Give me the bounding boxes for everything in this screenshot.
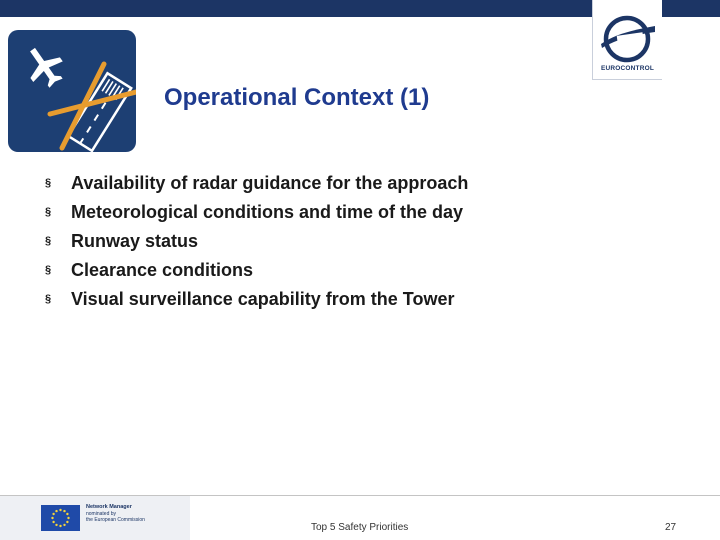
bullet-icon: § xyxy=(45,235,52,247)
bullet-list xyxy=(45,172,468,317)
eurocontrol-emblem-icon xyxy=(593,4,662,66)
runway-airplane-icon xyxy=(8,30,136,152)
bullet-item xyxy=(45,172,468,201)
bullet-icon: § xyxy=(45,293,52,305)
header-bar-right xyxy=(662,0,720,17)
bullet-item xyxy=(45,259,468,288)
bullet-text: Meteorological conditions and time of the day xyxy=(71,202,464,222)
bullet-text: Runway status xyxy=(71,231,199,251)
page-number: 27 xyxy=(665,522,677,533)
bullet-item xyxy=(45,288,468,317)
nm-line: Network Manager xyxy=(86,504,132,510)
header-bar xyxy=(0,0,592,17)
bullet-text: Availability of radar guidance for the approach xyxy=(71,173,469,193)
bullet-item xyxy=(45,201,468,230)
bullet-icon: § xyxy=(45,264,52,276)
bullet-item xyxy=(45,230,468,259)
bullet-text: Clearance conditions xyxy=(71,260,254,280)
nm-line: the European Commission xyxy=(86,517,145,523)
nm-line: nominated by xyxy=(86,510,117,517)
bullet-icon: § xyxy=(45,206,52,218)
network-manager-text xyxy=(86,504,145,524)
footer-title: Top 5 Safety Priorities xyxy=(311,522,409,533)
eurocontrol-logo xyxy=(592,0,662,80)
logo-text: EUROCONTROL xyxy=(600,65,655,72)
bullet-text: Visual surveillance capability from the Tower xyxy=(71,289,455,309)
eu-flag-icon xyxy=(41,505,80,531)
slide-title: Operational Context (1) xyxy=(164,84,430,111)
bullet-icon: § xyxy=(45,177,52,189)
